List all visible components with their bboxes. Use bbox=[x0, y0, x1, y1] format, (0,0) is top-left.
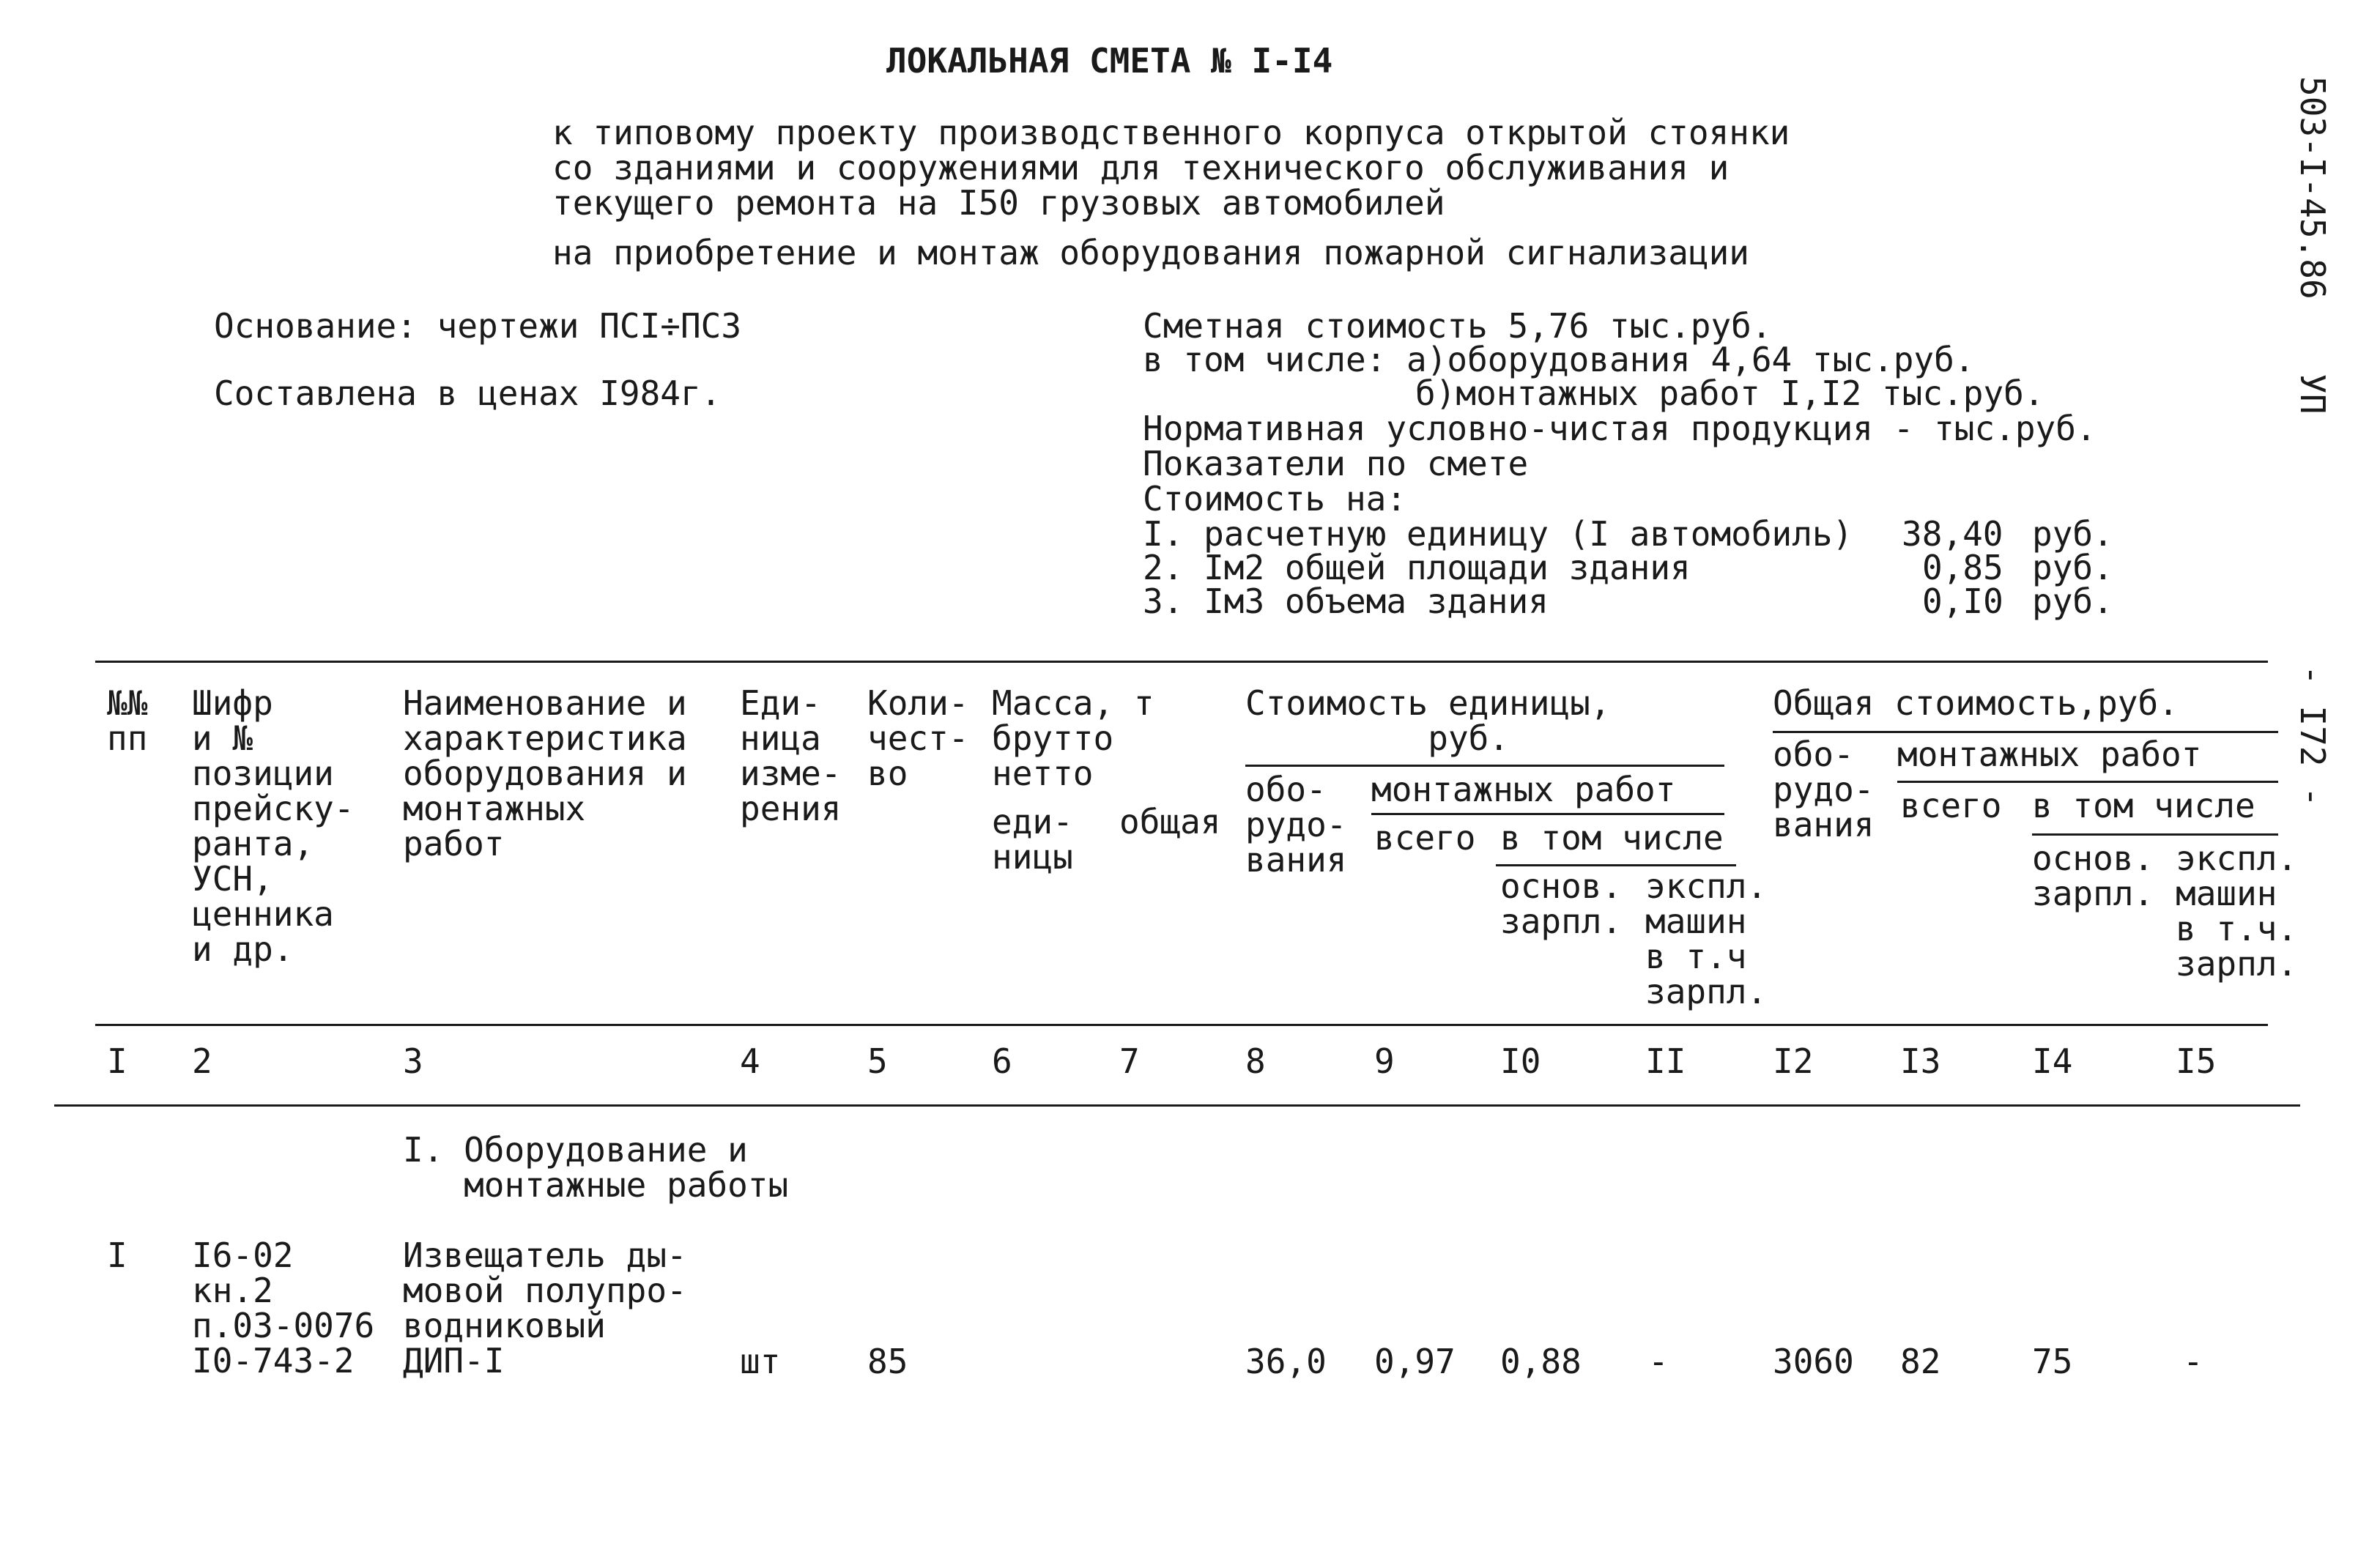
row-quantity: 85 bbox=[867, 1342, 908, 1381]
unit-cost-install-subrule bbox=[1371, 813, 1724, 815]
side-project-code: 503-I-45.86 bbox=[2293, 76, 2332, 300]
header-total-cost-equipment: обо- рудо- вания bbox=[1773, 735, 1875, 844]
header-col-code: Шифр и № позиции прейску- ранта, УСН, ценника и др. bbox=[192, 683, 355, 969]
row-total-wage: 75 bbox=[2032, 1342, 2073, 1381]
table-top-rule bbox=[95, 661, 2268, 663]
description-line-3: текущего ремонта на I50 грузовых автомобилей bbox=[552, 183, 1445, 223]
header-col-name: Наименование и характеристика оборудования и монтажных работ bbox=[403, 683, 687, 863]
indicator-1-unit: руб. bbox=[2032, 514, 2113, 554]
header-unit-cost-install-incl: в том числе bbox=[1500, 818, 1724, 858]
summary-cost-on: Стоимость на: bbox=[1143, 479, 1407, 519]
summary-indicators: Показатели по смете bbox=[1143, 444, 1529, 483]
column-number: II bbox=[1645, 1041, 1686, 1081]
description-line-2: со зданиями и сооружениями для технического обслуживания и bbox=[552, 148, 1730, 187]
header-unit-cost-installation: монтажных работ bbox=[1371, 770, 1676, 809]
indicator-3-unit: руб. bbox=[2032, 581, 2113, 621]
header-col-mass-total: общая bbox=[1119, 802, 1221, 841]
column-number: 9 bbox=[1374, 1041, 1395, 1081]
column-number: I2 bbox=[1773, 1041, 1814, 1081]
column-number: I3 bbox=[1900, 1041, 1941, 1081]
summary-incl-installation: б)монтажных работ I,I2 тыс.руб. bbox=[1415, 374, 2044, 413]
basis-foundation: Основание: чертежи ПСI÷ПС3 bbox=[214, 306, 742, 346]
header-unit-cost: Стоимость единицы, руб. bbox=[1245, 683, 1611, 758]
column-number: I bbox=[107, 1041, 127, 1081]
row-total-machines: - bbox=[2183, 1342, 2203, 1381]
section-title: I. Оборудование и монтажные работы bbox=[403, 1130, 789, 1205]
column-number: 6 bbox=[992, 1041, 1012, 1081]
summary-normative-output: Нормативная условно-чистая продукция - тыс.руб. bbox=[1143, 409, 2097, 448]
basis-prices: Составлена в ценах I984г. bbox=[214, 374, 722, 413]
page-title: ЛОКАЛЬНАЯ СМЕТА № I-I4 bbox=[886, 41, 1333, 81]
summary-total-cost: Сметная стоимость 5,76 тыс.руб. bbox=[1143, 306, 1772, 346]
row-unit-cost-equipment: 36,0 bbox=[1245, 1342, 1327, 1381]
column-number: I0 bbox=[1500, 1041, 1541, 1081]
header-col-number: №№ пп bbox=[107, 683, 148, 758]
indicator-2-label: 2. Iм2 общей площади здания bbox=[1143, 548, 1691, 587]
header-total-cost-machines: экспл. машин в т.ч. зарпл. bbox=[2176, 839, 2298, 984]
header-total-cost-installation: монтажных работ bbox=[1897, 735, 2202, 774]
column-number: I5 bbox=[2176, 1041, 2217, 1081]
header-unit-cost-wage: основ. зарпл. bbox=[1500, 866, 1623, 941]
indicator-3-value: 0,I0 bbox=[1922, 581, 2003, 621]
total-cost-subrule bbox=[1773, 731, 2278, 733]
header-col-unit: Еди- ница изме- рения bbox=[740, 683, 842, 828]
indicator-1-value: 38,40 bbox=[1902, 514, 2003, 554]
column-number: 8 bbox=[1245, 1041, 1266, 1081]
total-cost-incl-subrule bbox=[2032, 833, 2278, 836]
column-number: 5 bbox=[867, 1041, 888, 1081]
row-unit-cost-machines: - bbox=[1648, 1342, 1669, 1381]
indicator-2-unit: руб. bbox=[2032, 548, 2113, 587]
header-col-mass-unit: еди- ницы bbox=[992, 802, 1073, 877]
column-number: 4 bbox=[740, 1041, 760, 1081]
row-total-equipment: 3060 bbox=[1773, 1342, 1854, 1381]
header-unit-cost-install-all: всего bbox=[1374, 818, 1476, 858]
row-number: I bbox=[107, 1235, 127, 1275]
indicator-1-label: I. расчетную единицу (I автомобиль) bbox=[1143, 514, 1853, 554]
row-unit: шт bbox=[740, 1342, 781, 1381]
row-code: I6-02 кн.2 п.03-0076 I0-743-2 bbox=[192, 1235, 375, 1381]
purpose-line: на приобретение и монтаж оборудования пожарной сигнализации bbox=[552, 233, 1749, 272]
indicator-3-label: 3. Iм3 объема здания bbox=[1143, 581, 1549, 621]
header-col-mass: Масса, т брутто нетто bbox=[992, 683, 1154, 793]
header-total-cost-install-all: всего bbox=[1900, 786, 2002, 825]
column-number: 2 bbox=[192, 1041, 212, 1081]
row-name: Извещатель ды- мовой полупро- водниковый ДИП-I bbox=[403, 1235, 687, 1381]
row-total-install-all: 82 bbox=[1900, 1342, 1941, 1381]
side-album-number: УП bbox=[2293, 374, 2332, 415]
column-numbers-rule bbox=[54, 1104, 2300, 1107]
header-col-quantity: Коли- чест- во bbox=[867, 683, 969, 793]
header-total-cost-wage: основ. зарпл. bbox=[2032, 839, 2154, 913]
column-number: 3 bbox=[403, 1041, 423, 1081]
header-unit-cost-equipment: обо- рудо- вания bbox=[1245, 770, 1347, 880]
description-line-1: к типовому проекту производственного корпуса открытой стоянки bbox=[552, 113, 1790, 152]
page-number: - I72 - bbox=[2293, 665, 2332, 807]
unit-cost-subrule bbox=[1245, 765, 1724, 767]
header-total-cost: Общая стоимость,руб. bbox=[1773, 683, 2179, 723]
row-unit-cost-install-all: 0,97 bbox=[1374, 1342, 1456, 1381]
total-cost-install-subrule bbox=[1897, 781, 2278, 783]
indicator-2-value: 0,85 bbox=[1922, 548, 2003, 587]
column-number: 7 bbox=[1119, 1041, 1140, 1081]
column-number: I4 bbox=[2032, 1041, 2073, 1081]
header-bottom-rule bbox=[95, 1024, 2268, 1026]
header-unit-cost-machines: экспл. машин в т.ч зарпл. bbox=[1645, 866, 1768, 1011]
row-unit-cost-wage: 0,88 bbox=[1500, 1342, 1582, 1381]
summary-incl-equipment: в том числе: а)оборудования 4,64 тыс.руб. bbox=[1143, 340, 1975, 379]
header-total-cost-install-incl: в том числе bbox=[2032, 786, 2255, 825]
